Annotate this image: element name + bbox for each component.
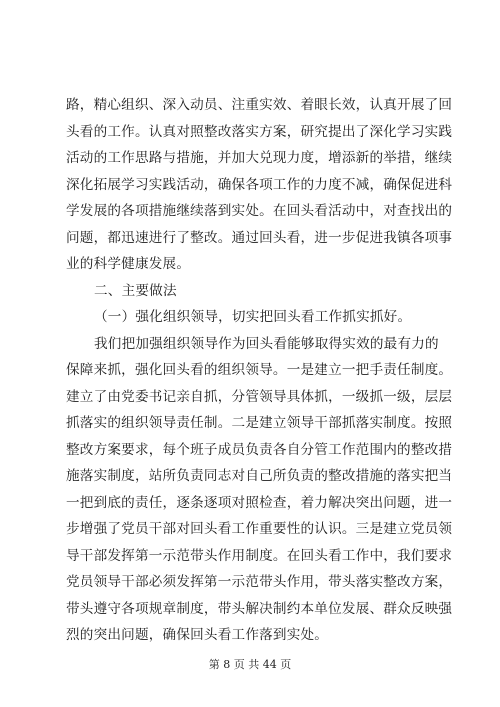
body-line: 我们把加强组织领导作为回头看能够取得实效的最有力的	[94, 335, 439, 352]
body-line: 烈的突出问题，确保回头看工作落到实处。	[66, 627, 329, 643]
paragraph-line: 路，精心组织、深入动员、注重实效、着眼长效，认真开展了回	[66, 97, 453, 113]
text-body	[66, 92, 453, 649]
subheading: （一）强化组织领导，切实把回头看工作抓实抓好。	[94, 309, 412, 325]
body-line: 导干部发挥第一示范带头作用制度。在回头看工作中，我们要求	[66, 547, 453, 564]
paragraph-line: 头看的工作。认真对照整改落实方案，研究提出了深化学习实践	[66, 123, 453, 140]
paragraph-line: 深化拓展学习实践活动，确保各项工作的力度不减，确保促进科	[66, 176, 453, 193]
body-line: 步增强了党员干部对回头看工作重要性的认识。三是建立党员领	[66, 521, 453, 537]
body-line: 抓落实的组织领导责任制。二是建立领导干部抓落实制度。按照	[66, 415, 453, 431]
body-line: 建立了由党委书记亲自抓，分管领导具体抓，一级抓一级，层层	[66, 388, 453, 405]
body-line: 带头遵守各项规章制度，带头解决制约本单位发展、群众反映强	[66, 600, 453, 617]
paragraph-line: 业的科学健康发展。	[66, 256, 191, 272]
body-line: 施落实制度，站所负责同志对自己所负责的整改措施的落实把当	[66, 468, 453, 484]
paragraph-line: 问题，都迅速进行了整改。通过回头看，进一步促进我镇各项事	[66, 229, 453, 246]
paragraph-line: 活动的工作思路与措施，并加大兑现力度，增添新的举措，继续	[66, 150, 453, 166]
body-line: 党员领导干部必须发挥第一示范带头作用，带头落实整改方案，	[66, 574, 453, 590]
page-footer: 第 8 页 共 44 页	[208, 658, 292, 671]
section-heading: 二、主要做法	[94, 282, 177, 299]
paragraph-line: 学发展的各项措施继续落到实处。在回头看活动中，对查找出的	[66, 203, 453, 219]
body-line: 整改方案要求，每个班子成员负责各自分管工作范围内的整改措	[66, 441, 453, 458]
body-line: 保障来抓，强化回头看的组织领导。一是建立一把手责任制度。	[66, 362, 453, 378]
body-line: 一把到底的责任，逐条逐项对照检查，着力解决突出问题，进一	[66, 494, 453, 511]
